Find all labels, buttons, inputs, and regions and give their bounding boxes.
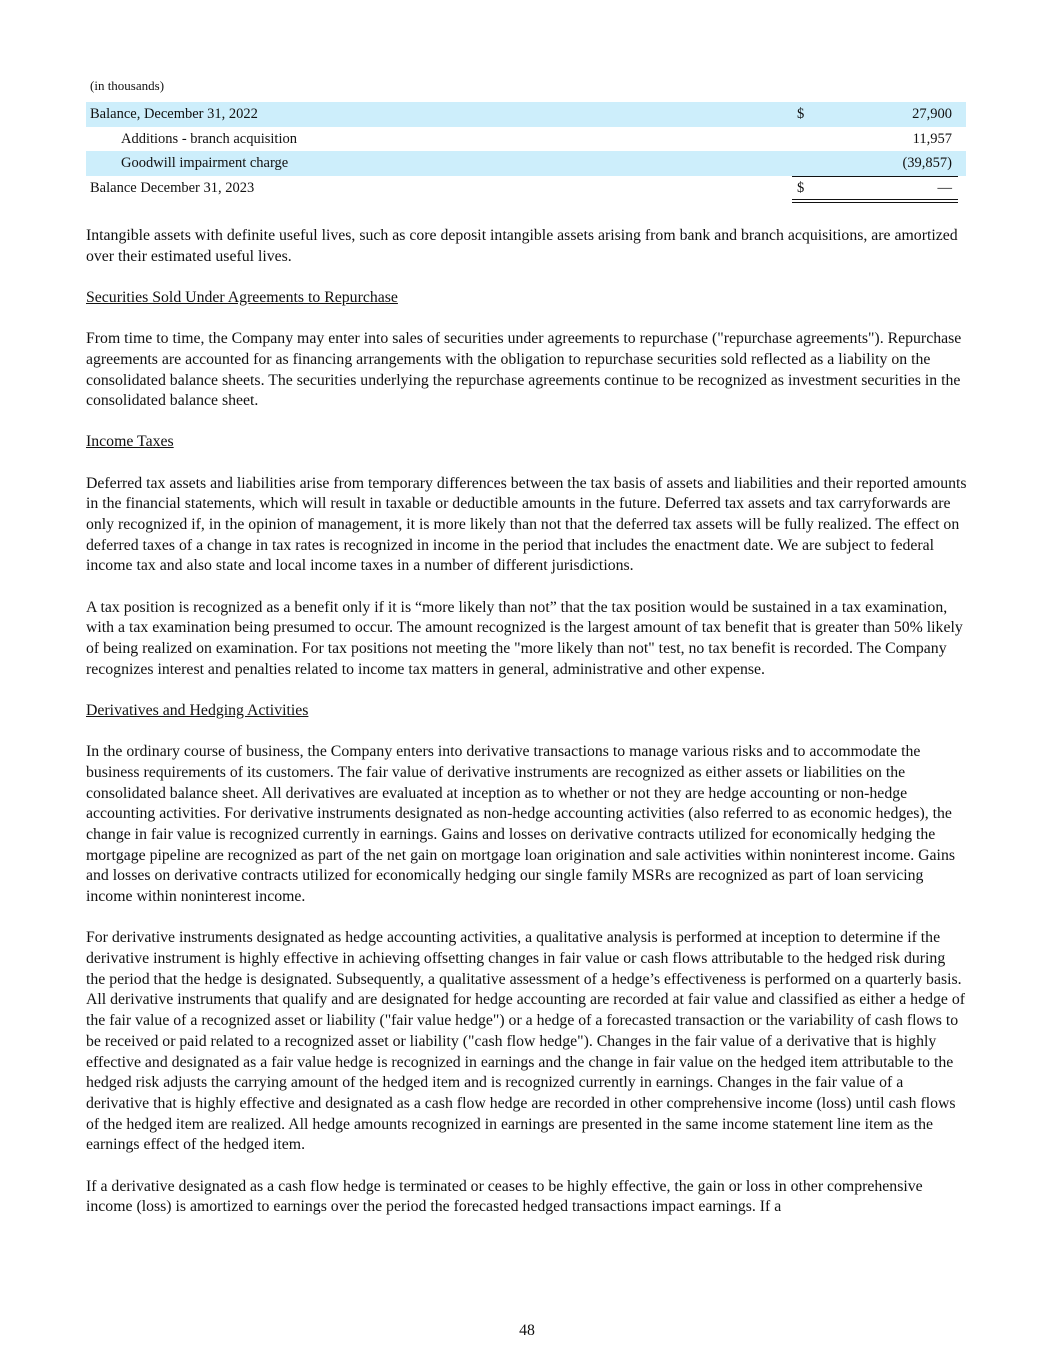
row-value: (39,857) xyxy=(902,155,952,171)
currency-symbol: $ xyxy=(797,106,805,122)
row-label: Balance December 31, 2023 xyxy=(90,179,255,196)
table-units-caption: (in thousands) xyxy=(90,78,165,93)
derivatives-paragraph: For derivative instruments designated as hedge accounting activities, a qualitative analysis is performed at inception to determine if the derivative instrument is highly effective in achieving offsetting changes in fair value or cash flows attributable to the hedged risk during the period that the hedge is designated. Subsequently, a qualitative assessment of a hedge’s effectiveness is performed on a quarterly basis. All derivative instruments that qualify and are designated for hedge accounting are recorded at fair value and classified as either a hedge of the fair value of a recognized asset or liability ("fair value hedge") or a hedge of a forecasted transaction or the variability of cash flows to be received or paid related to a recognized asset or liability ("cash flow hedge"). Changes in the fair value of a derivative that is highly effective and designated as a fair value hedge is recognized in earnings and the change in fair value on the hedged item attributable to the hedged risk adjusts the carrying amount of the hedged item and is recognized currently in earnings. Changes in the fair value of a derivative that is highly effective and designated as a cash flow hedge are recorded in other comprehensive income (loss) until cash flows of the hedged item are realized. All hedge amounts recognized in earnings are presented in the same income statement line item as the earnings effect of the hedged item. xyxy=(86,929,965,1154)
table-total-row xyxy=(86,176,966,201)
table-row xyxy=(86,102,966,127)
body-text xyxy=(86,226,968,1238)
subtotal-rule xyxy=(792,176,958,177)
income-taxes-heading: Income Taxes xyxy=(86,433,174,451)
repurchase-paragraph: From time to time, the Company may enter into sales of securities under agreements to repurchase ("repurchase agreements"). Repurchase agreements are accounted for as financing arrangements with the obligation to repurchase securities sold reflected as a liability on the consolidated balance sheets. The securities underlying the repurchase agreements continue to be recognized as investment securities in the consolidated balance sheet. xyxy=(86,330,962,410)
derivatives-paragraph: If a derivative designated as a cash flow hedge is terminated or ceases to be highly effective, the gain or loss in other comprehensive income (loss) is amortized to earnings over the period the forecasted hedged transactions impact earnings. If a xyxy=(86,1177,923,1216)
row-label: Goodwill impairment charge xyxy=(121,155,289,171)
row-value: 11,957 xyxy=(912,130,952,147)
row-value: 27,900 xyxy=(912,106,952,122)
income-taxes-paragraph: A tax position is recognized as a benefit only if it is “more likely than not” that the tax position would be sustained in a tax examination, with a tax examination being presumed to occur. The amount recognized is the largest amount of tax benefit that is greater than 50% likely of being realized on examination. For tax positions not meeting the "more likely than not" test, no tax benefit is recorded. The Company recognizes interest and penalties related to income tax matters in general, administrative and other expense. xyxy=(86,598,963,678)
row-value: — xyxy=(937,179,952,196)
row-label: Balance, December 31, 2022 xyxy=(90,106,258,122)
goodwill-rollforward-table xyxy=(86,102,966,200)
income-taxes-paragraph: Deferred tax assets and liabilities arise from temporary differences between the tax basis of assets and liabilities and their reported amounts in the financial statements, which will result in taxable or deductible amounts in the future. Deferred tax assets and tax carryforwards are only recognized if, in the opinion of management, it is more likely than not that the deferred tax assets will be fully realized. The effect on deferred taxes of a change in tax rates is recognized in income in the period that includes the enactment date. We are subject to federal income tax and also state and local income taxes in a number of different jurisdictions. xyxy=(86,474,967,575)
intangibles-paragraph: Intangible assets with definite useful lives, such as core deposit intangible assets arising from bank and branch acquisitions, are amortized over their estimated useful lives. xyxy=(86,227,958,265)
repurchase-heading: Securities Sold Under Agreements to Repurchase xyxy=(86,288,398,306)
page-number: 48 xyxy=(519,1322,535,1339)
derivatives-paragraph: In the ordinary course of business, the Company enters into derivative transactions to manage various risks and to accommodate the business requirements of its customers. The fair value of derivative instruments are recognized as either assets or liabilities on the consolidated balance sheet. All derivatives are evaluated at inception as to whether or not they are hedge accounting or non-hedge accounting activities. For derivative instruments designated as non-hedge accounting activities (also referred to as economic hedges), the change in fair value is recognized currently in earnings. Gains and losses on derivative contracts utilized for economically hedging the mortgage pipeline are recognized as part of the net gain on mortgage loan origination and sale activities within noninterest income. Gains and losses on derivative contracts utilized for economically hedging our single family MSRs are recognized as part of loan servicing income within noninterest income. xyxy=(86,743,955,906)
derivatives-heading: Derivatives and Hedging Activities xyxy=(86,701,309,719)
currency-symbol: $ xyxy=(797,179,805,196)
total-double-rule xyxy=(792,199,958,203)
row-label: Additions - branch acquisition xyxy=(121,130,297,147)
table-row xyxy=(86,127,966,152)
table-row xyxy=(86,151,966,176)
